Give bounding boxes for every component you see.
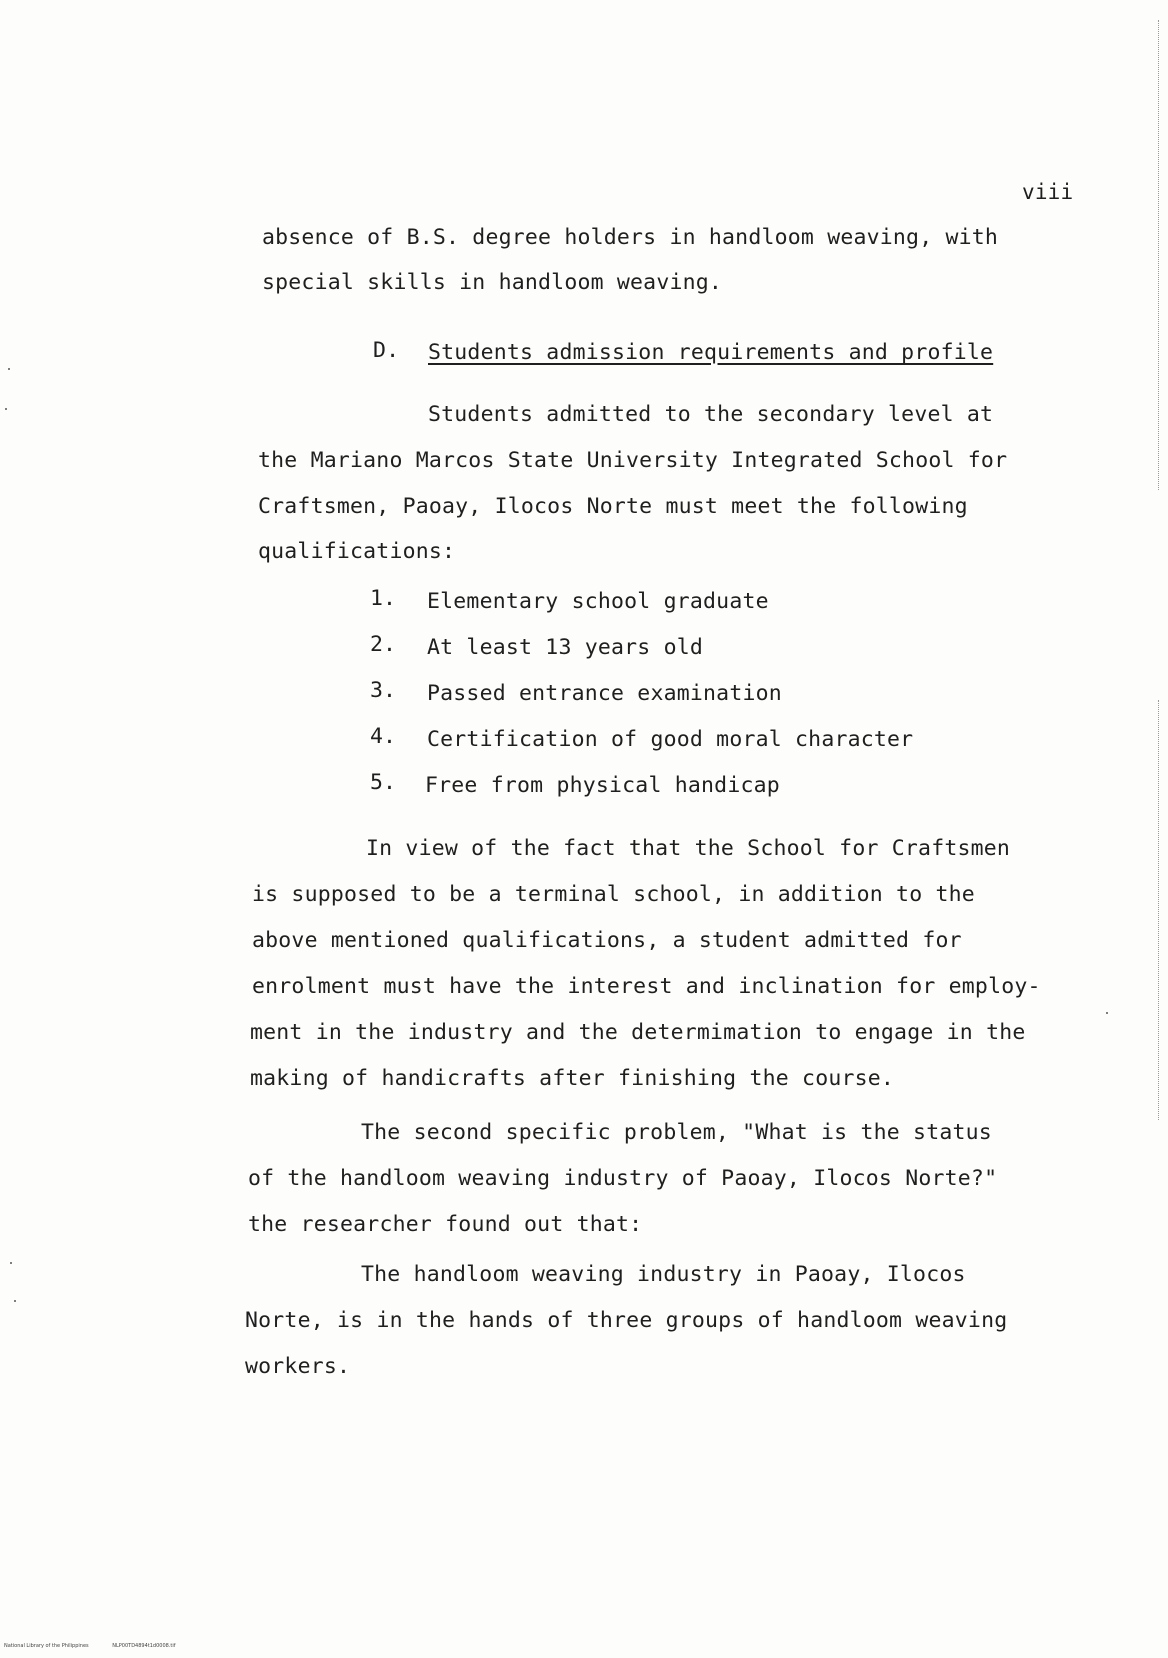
scan-speck: [5, 408, 7, 410]
scan-speck: [1106, 1012, 1108, 1014]
body-line: The handloom weaving industry in Paoay, Ilocos: [361, 1262, 966, 1287]
body-line: absence of B.S. degree holders in handloom weaving, with: [262, 225, 999, 250]
body-line: qualifications:: [258, 539, 456, 564]
list-item-text: Passed entrance examination: [427, 681, 782, 706]
list-item-number: 3.: [370, 678, 396, 703]
scan-footer: [4, 1643, 198, 1649]
body-line: the researcher found out that:: [248, 1212, 643, 1237]
section-letter: D.: [373, 338, 400, 363]
body-line: workers.: [245, 1354, 351, 1379]
body-line: In view of the fact that the School for Craftsmen: [366, 836, 1011, 861]
scan-edge-dots: [1158, 700, 1160, 1120]
body-line: Norte, is in the hands of three groups of handloom weaving: [245, 1308, 1008, 1333]
body-line: of the handloom weaving industry of Paoay, Ilocos Norte?": [248, 1166, 998, 1191]
body-line: The second specific problem, "What is the status: [361, 1120, 992, 1145]
list-item-text: At least 13 years old: [427, 635, 704, 660]
scan-speck: [10, 1262, 12, 1264]
scan-speck: [14, 1300, 16, 1302]
footer-library: National Library of the Philippines: [4, 1643, 89, 1649]
list-item-text: Elementary school graduate: [427, 589, 769, 614]
body-line: Craftsmen, Paoay, Ilocos Norte must meet the following: [258, 494, 968, 519]
body-line: the Mariano Marcos State University Integrated School for: [258, 448, 1008, 473]
scan-edge-dots: [1158, 20, 1160, 490]
list-item-text: Certification of good moral character: [427, 727, 914, 752]
list-item-number: 2.: [370, 632, 396, 657]
list-item-number: 1.: [370, 586, 396, 611]
list-item-text: Free from physical handicap: [425, 773, 780, 798]
scan-speck: [8, 368, 10, 370]
section-title: Students admission requirements and profile: [428, 340, 994, 365]
body-line: enrolment must have the interest and inclination for employ-: [252, 974, 1041, 999]
body-line: ment in the industry and the determimation to engage in the: [250, 1020, 1026, 1045]
body-line: above mentioned qualifications, a student admitted for: [252, 928, 962, 953]
list-item-number: 4.: [370, 724, 396, 749]
list-item-number: 5.: [370, 770, 396, 795]
body-line: Students admitted to the secondary level at: [428, 402, 994, 427]
page-number: viii: [1022, 180, 1074, 204]
footer-file: NLP00TD4894t1d0008.tif: [112, 1643, 176, 1649]
body-line: is supposed to be a terminal school, in addition to the: [252, 882, 975, 907]
body-line: special skills in handloom weaving.: [262, 270, 723, 295]
body-line: making of handicrafts after finishing the course.: [250, 1066, 895, 1091]
